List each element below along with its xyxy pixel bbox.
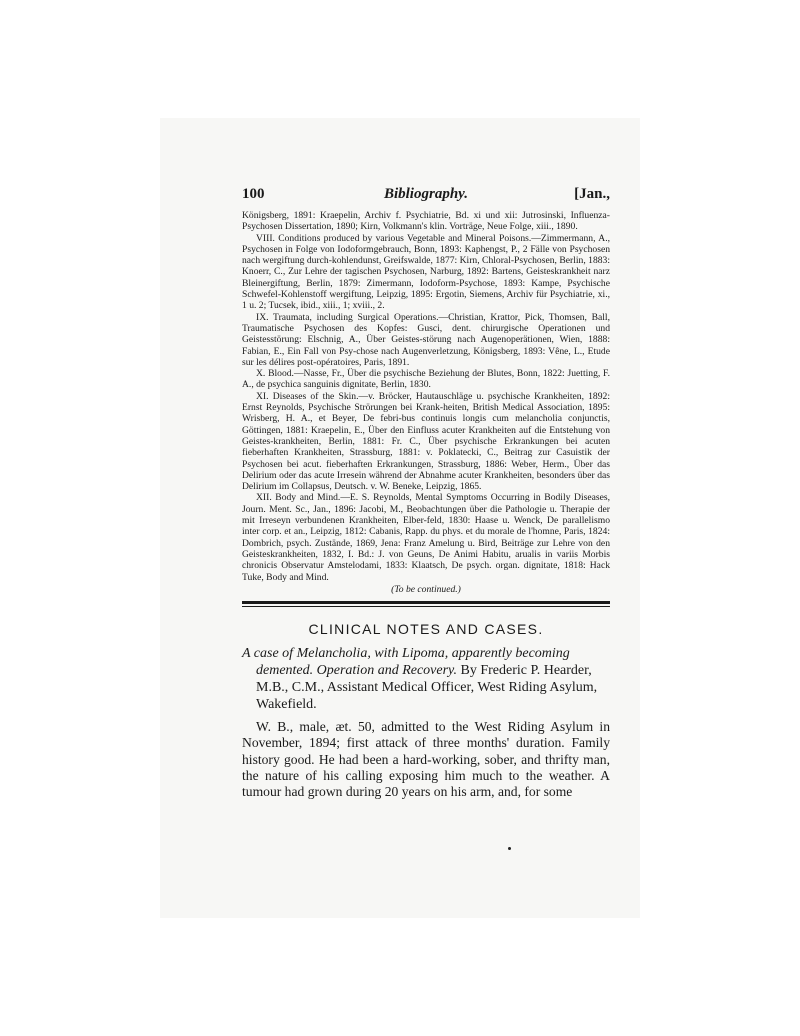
text-column (242, 186, 610, 800)
case-author: By Frederic P. Hearder, M.B., C.M., Assistant Medical Officer, West Riding Asylum, Wakefield. (256, 663, 598, 713)
section-divider-thin (242, 606, 610, 607)
bibliography-section-xi: XI. Diseases of the Skin.—v. Bröcker, Hautauschläge u. psychische Krankheiten, 1892: Ernst Reynolds, Psychische Strörungen bei Krank-heiten, British Medical Association, 1895: Wrisberg, H. A., et Beyer, De febri-bus continuis longis cum melancholia conjunctis, Göttingen, 1881: Kraepelin, E., Über den Einfluss acuter Krankheiten auf die Entstehung von Geistes-krankheiten, Berlin, 1881: Fr. C., Über psychische Erkrankungen bei acuten fieberhaften Krankheiten, Strassburg, 1881: v. Poklatecki, C., Beitrag zur Casuistik der Psychosen bei acut. fieberhaften Erkrankungen, Strassburg, 1886: Weber, Herm., Über das Delirium oder das acute Irresein während der Abnahme acuter Krankheiten, besonders über das Delirium im Collapsus, Deutsch. v. W. Beneke, Leipzig, 1865. (242, 390, 610, 493)
bibliography (242, 210, 610, 595)
case-title: A case of Melancholia, with Lipoma, apparently becoming demented. Operation and Recovery. (242, 646, 570, 679)
clinical-section-title: CLINICAL NOTES AND CASES. (308, 621, 544, 638)
date-mark: [Jan., (574, 186, 610, 202)
case-body: W. B., male, æt. 50, admitted to the West Riding Asylum in November, 1894; first attack of three months' duration. Family history good. He had been a hard-working, sober, and thrifty man, the nature of his calling exposing him much to the weather. A tumour had grown during 20 years on his arm, and, for some (242, 719, 610, 799)
bibliography-continuation: Königsberg, 1891: Kraepelin, Archiv f. Psychiatrie, Bd. xi und xii: Jutrosinski, Influenza-Psychosen Dissertation, 1890; Kirn, Volkmann's klin. Vorträge, Neue Folge, xiii., 1890. (242, 210, 610, 233)
continued-note: (To be continued.) (391, 583, 461, 595)
ink-dot (508, 847, 511, 850)
page-number: 100 (242, 186, 265, 202)
bibliography-section-ix: IX. Traumata, including Surgical Operations.—Christian, Krattor, Pick, Thomsen, Ball, Traumatische Psychosen des Kopfes: Gusci, dent. chirurgische Operationen und Geistesstörung: Elschnig, A., Über Geistes-störung nach Augenoperätionen, Wien, 1888: Fabian, E., Ein Fall von Psy-chose nach Augenverletzung, Königsberg, 1893: Vêne, L., Etude sur les délires post-opératoires, Paris, 1891. (242, 311, 610, 368)
bibliography-section-xii: XII. Body and Mind.—E. S. Reynolds, Mental Symptoms Occurring in Bodily Diseases, Journ. Ment. Sc., Jan., 1896: Jacobi, M., Beobachtungen über die Pathologie u. Therapie der mit Irreseyn verbundenen Krankheiten, Elber-feld, 1830: Haase u. Wenck, De parallelismo inter corp. et an., Leipzig, 1812: Cabanis, Rapp. du phys. et du morale de l'homne, Paris, 1824: Dombrich, psych. Zustände, 1869, Jena: Franz Amelung u. Bird, Beiträge zur Lehre von den Geisteskrankheiten, 1832, I. Bd.: J. von Geuns, De Animi Habitu, arualis in variis Morbis chronicis Observatur Amstelodami, 1833: Klaatsch, De psych. organ. dignitate, 1818: Hack Tuke, Body and Mind. (242, 492, 610, 583)
bibliography-section-viii: VIII. Conditions produced by various Vegetable and Mineral Poisons.—Zimmermann, A., Psychosen in Folge von Iodoformgebrauch, Bonn, 1893: Kaphengst, P., 2 Fälle von Psychosen nach wergiftung durch-kohlendunst, Greifswalde, 1877: Kirn, Chloral-Psychosen, Berlin, 1883: Knoerr, C., Zur Lehre der tagischen Psychosen, Narburg, 1892: Bartens, Geisteskrankheit narz Bleinergiftung, Berlin, 1879: Zimermann, Iodoform-Psychose, 1893: Kampe, Psychische Schwefel-Kohlenstoff wergiftung, Leipzig, 1895: Ergotin, Siemens, Archiv für Psychiatrie, xi., 1 u. 2; Tucsek, ibid., xiii., 1; xviii., 2. (242, 232, 610, 312)
running-header (242, 186, 610, 210)
case-heading (242, 645, 610, 713)
running-title: Bibliography. (383, 186, 469, 202)
bibliography-section-x: X. Blood.—Nasse, Fr., Über die psychische Beziehung der Blutes, Bonn, 1822: Juetting, F. A., de psychica sanguinis dignitate, Berlin, 1830. (242, 368, 610, 391)
section-divider-thick (242, 601, 610, 604)
